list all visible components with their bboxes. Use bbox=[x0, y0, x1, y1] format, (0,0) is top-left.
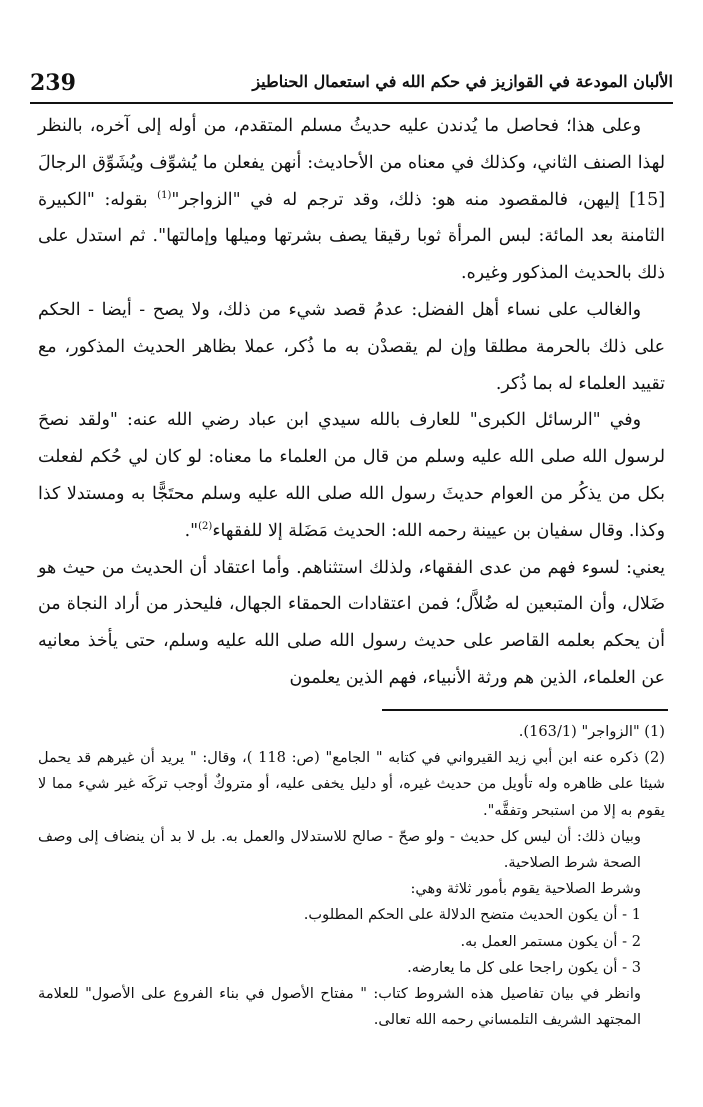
footnote-1: (1) "الزواجر" (163/1). bbox=[518, 723, 665, 740]
paragraph-1-continuation: بقوله: "الكبيرة الثامنة بعد المائة: لبس المرأة ثوبا رقيقا يصف بشرتها وميلها وإمالتها". ثم استدل على ذلك بالحديث المذكور وغيره. bbox=[38, 189, 665, 284]
paragraph-2: والغالب على نساء أهل الفضل: عدمُ قصد شيء من ذلك، ولا يصح - أيضا - الحكم على ذلك بالحرمة مطلقا وإن لم يقصدْن به ما ذُكر، عملا بظاهر الحديث المذكور، مع تقييد العلماء له بما ذُكر. bbox=[38, 299, 665, 394]
footnote-2-reference: وانظر في بيان تفاصيل هذه الشروط كتاب: " مفتاح الأصول في بناء الفروع على الأصول" للعلامة المجتهد الشريف التلمساني رحمه الله تعالى. bbox=[38, 985, 641, 1029]
page-header bbox=[30, 68, 673, 104]
footnote-separator bbox=[382, 709, 668, 711]
main-text bbox=[38, 108, 665, 697]
footnote-2-item-1: 1 - أن يكون الحديث متضح الدلالة على الحكم المطلوب. bbox=[303, 906, 641, 924]
paragraph-3-text: وفي "الرسائل الكبرى" للعارف بالله سيدي ابن عباد رضي الله عنه: "ولقد نصحَ لرسول الله صلى الله عليه وسلم من قال من العلماء ما معناه: لو كان لي حُكم لفعلت بكل من يذكُر من العوام حديثَ رسول الله صلى الله عليه وسلم محتَجًّا به ومستدلا كذا وكذا. وقال سفيان بن عيينة رحمه الله: الحديث مَضَلة إلا للفقهاء bbox=[38, 410, 665, 541]
footnote-ref-1[interactable]: (1) bbox=[157, 189, 172, 201]
paragraph-1-text: وعلى هذا؛ فحاصل ما يُدندن عليه حديثُ مسلم المتقدم، من أوله إلى آخره، بالنظر لهذا الصنف الثاني، وكذلك في معناه من الأحاديث: أنهن يفعلن ما يُشوِّف ويُشَوِّق الرجالَ [15] إليهن، فالمقصود منه هو: ذلك، وقد ترجم له في "الزواجر" bbox=[38, 116, 665, 210]
page-number: 239 bbox=[30, 70, 76, 96]
running-title: الألبان المودعة في القوازيز في حكم الله في استعمال الحناطيز bbox=[252, 72, 673, 91]
paragraph-3 bbox=[38, 402, 665, 549]
paragraph-1 bbox=[38, 108, 665, 292]
footnote-2-conditions-intro: وشرط الصلاحية يقوم بأمور ثلاثة وهي: bbox=[410, 880, 641, 898]
paragraph-3-end: ". bbox=[184, 520, 199, 541]
footnote-2-item-2: 2 - أن يكون مستمر العمل به. bbox=[460, 932, 641, 950]
paragraph-4: يعني: لسوء فهم من عدى الفقهاء، ولذلك استثناهم. وأما اعتقاد أن الحديث من حيث هو ضَلال، وأن المتبعين له ضُلاَّل؛ فمن اعتقادات الحمقاء الجهال، فليحذر من أراد النجاة من أن يحكم بعلمه القاصر على حديث رسول الله صلى الله عليه وسلم، حتى يأخذ معانيه عن العلماء، الذين هم ورثة الأنبياء، فهم الذين يعلمون bbox=[38, 557, 665, 688]
footnote-2-explanation: وبيان ذلك: أن ليس كل حديث - ولو صحّ - صالح للاستدلال والعمل به. بل لا بد أن ينضاف إلى وصف الصحة شرط الصلاحية. bbox=[38, 827, 641, 872]
footnote-2: (2) ذكره عنه ابن أبي زيد القيرواني في كتابه " الجامع" (ص: 118 )، وقال: " يريد أن غيرهم قد يحمل شيئا على ظاهره وله تأويل من حديث غيره، أو دليل يخفى عليه، أو متروكٌ أوجب تركَه غير شيء مما لا يقوم به إلا من استبحر وتفقَّه". bbox=[38, 749, 665, 819]
footnote-2-item-3: 3 - أن يكون راجحا على كل ما يعارضه. bbox=[407, 958, 641, 976]
footnote-ref-2[interactable]: (2) bbox=[198, 520, 213, 532]
footnotes bbox=[38, 719, 665, 1033]
